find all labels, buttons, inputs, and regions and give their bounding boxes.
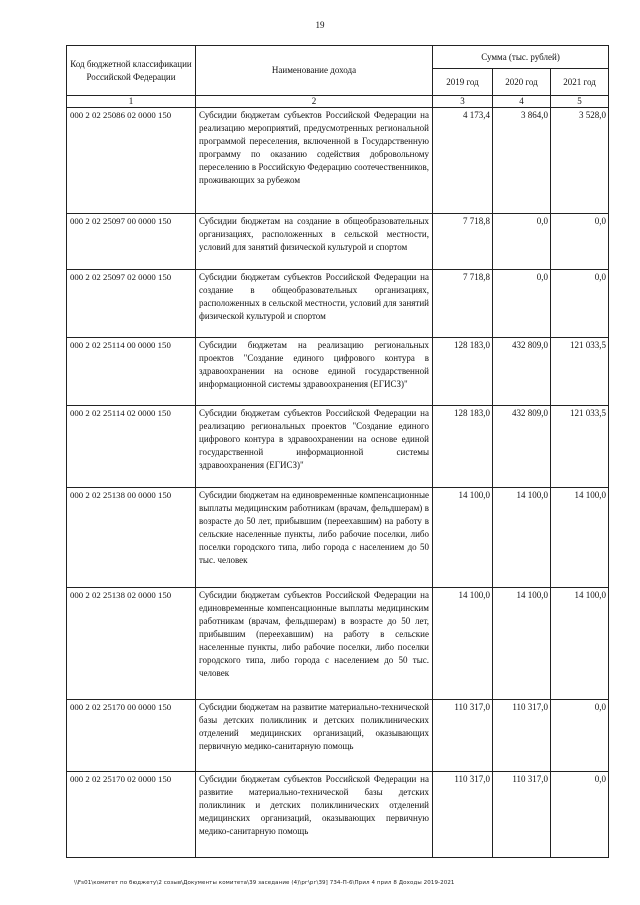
row-value-2021: 14 100,0 [551,588,609,700]
row-name: Субсидии бюджетам на реализацию региональных проектов "Создание единого цифрового контура в здравоохранении на основе единой государственной информационной системы здравоохранения (ЕГИСЗ)" [196,338,433,406]
row-value-2020: 110 317,0 [493,700,551,772]
row-code: 000 2 02 25114 02 0000 150 [67,406,196,488]
row-code: 000 2 02 25170 02 0000 150 [67,772,196,858]
revenue-table [66,45,609,858]
row-value-2020: 0,0 [493,214,551,270]
header-code: Код бюджетной классификации Российской Федерации [67,46,196,96]
header-year-2020: 2020 год [493,69,551,96]
header-name: Наименование дохода [196,46,433,96]
row-value-2019: 128 183,0 [433,338,493,406]
row-name: Субсидии бюджетам субъектов Российской Федерации на развитие материально-технической базы детских поликлиник и детских поликлинических отделений медицинских организаций, оказывающих первичную медико-санитарную помощь [196,772,433,858]
row-value-2020: 3 864,0 [493,108,551,214]
row-value-2019: 7 718,8 [433,214,493,270]
row-value-2020: 14 100,0 [493,588,551,700]
row-value-2021: 0,0 [551,214,609,270]
row-value-2019: 14 100,0 [433,588,493,700]
row-name: Субсидии бюджетам на создание в общеобразовательных организациях, расположенных в сельской местности, условий для занятий физической культурой и спортом [196,214,433,270]
row-value-2021: 3 528,0 [551,108,609,214]
row-value-2021: 121 033,5 [551,338,609,406]
row-code: 000 2 02 25170 00 0000 150 [67,700,196,772]
row-value-2020: 432 809,0 [493,338,551,406]
row-code: 000 2 02 25138 02 0000 150 [67,588,196,700]
row-value-2019: 4 173,4 [433,108,493,214]
row-value-2019: 110 317,0 [433,772,493,858]
row-value-2021: 0,0 [551,772,609,858]
row-value-2019: 128 183,0 [433,406,493,488]
row-value-2021: 121 033,5 [551,406,609,488]
table-row [67,338,609,406]
table-row [67,108,609,214]
header-sum: Сумма (тыс. рублей) [433,46,609,69]
row-name: Субсидии бюджетам субъектов Российской Федерации на реализацию региональных проектов "Создание единого цифрового контура в здравоохранении на основе единой государственной информационной системы здравоохранения (ЕГИСЗ)" [196,406,433,488]
row-value-2021: 14 100,0 [551,488,609,588]
table-row [67,772,609,858]
page-number: 19 [315,20,325,30]
table-row [67,270,609,338]
table-row [67,406,609,488]
row-name: Субсидии бюджетам субъектов Российской Федерации на создание в общеобразовательных организациях, расположенных в сельской местности, условий для занятий физической культурой и спортом [196,270,433,338]
table-row [67,588,609,700]
row-code: 000 2 02 25097 02 0000 150 [67,270,196,338]
row-value-2019: 110 317,0 [433,700,493,772]
column-number: 5 [551,96,609,108]
row-code: 000 2 02 25086 02 0000 150 [67,108,196,214]
table-row [67,214,609,270]
row-value-2020: 14 100,0 [493,488,551,588]
row-name: Субсидии бюджетам субъектов Российской Федерации на единовременные компенсационные выплаты медицинским работникам (врачам, фельдшерам) в возрасте до 50 лет, прибывшим (переехавшим) на работу в сельские населенные пункты, либо рабочие поселки, либо поселки городского типа, либо города с населением до 50 тыс. человек [196,588,433,700]
row-code: 000 2 02 25114 00 0000 150 [67,338,196,406]
row-code: 000 2 02 25138 00 0000 150 [67,488,196,588]
table-row [67,700,609,772]
column-number: 4 [493,96,551,108]
header-year-2019: 2019 год [433,69,493,96]
header-year-2021: 2021 год [551,69,609,96]
row-code: 000 2 02 25097 00 0000 150 [67,214,196,270]
row-value-2021: 0,0 [551,700,609,772]
table-row [67,488,609,588]
row-value-2020: 0,0 [493,270,551,338]
row-name: Субсидии бюджетам субъектов Российской Федерации на реализацию мероприятий, предусмотренных региональной программой переселения, включенной в Государственную программу по оказанию содействия добровольному переселению в Российскую Федерацию соотечественников, проживающих за рубежом [196,108,433,214]
row-value-2020: 432 809,0 [493,406,551,488]
column-number: 2 [196,96,433,108]
column-number: 3 [433,96,493,108]
row-name: Субсидии бюджетам на единовременные компенсационные выплаты медицинским работникам (врачам, фельдшерам) в возрасте до 50 лет, прибывшим (переехавшим) на работу в сельские населенные пункты, либо рабочие поселки, либо поселки городского типа, либо города с населением до 50 тыс. человек [196,488,433,588]
row-name: Субсидии бюджетам на развитие материально-технической базы детских поликлиник и детских поликлинических отделений медицинских организаций, оказывающих первичную медико-санитарную помощь [196,700,433,772]
row-value-2019: 14 100,0 [433,488,493,588]
row-value-2019: 7 718,8 [433,270,493,338]
footer-file-path: \\Fs01\комитет по бюджету\2 созыв\Документы комитета\39 заседание (4)\рг\рг\39] 734-П-6\Прил 4 прил 8 Доходы 2019-2021 [74,880,455,886]
column-number: 1 [67,96,196,108]
row-value-2021: 0,0 [551,270,609,338]
row-value-2020: 110 317,0 [493,772,551,858]
